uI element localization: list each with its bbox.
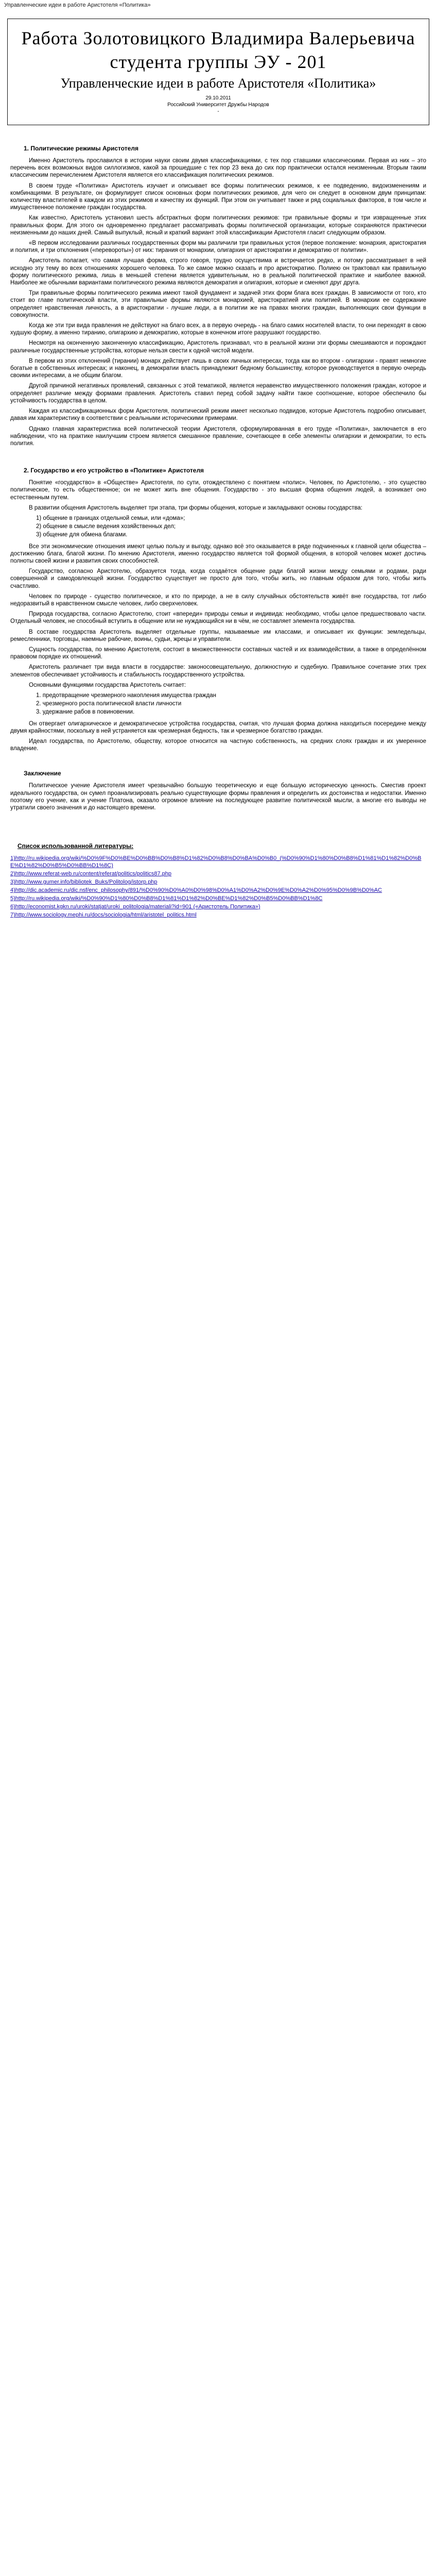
reference-item: [10, 878, 426, 886]
paragraph: Основными функциями государства Аристотель считает:: [29, 682, 186, 688]
paragraph: В первом из этих отклонений (тирании) монарх действует лишь в своих личных интересах, тогда как во втором - олигархии - правят немногие богатые в собственных интересах; и наконец, в демократии власть принадлежит бедному большинству, которое руководствуется в первую очередь своими интересами, а не общим благом.: [10, 358, 426, 379]
paragraph: Идеал государства, по Аристотелю, обществу, которое относится на частную собственность, на средних слоях граждан и их умеренное владение.: [10, 738, 426, 752]
paragraph: Аристотель полагает, что самая лучшая форма, строго говоря, трудно осуществима и встречается редко, и потому рассматривает в ней исходно эту тему во всех отношениях хорошего человека. То же самое можно сказать и про аристократию. Полиею он трактовал как правильную форму политического режима, лишь в меньшей степени является удивительным, но в реальной политической практике и наиболее важной. Наиболее же обычными вариантами политического режима являются демократия и олигархия, которые и сменяют друг друга.: [10, 258, 426, 286]
reference-item: [10, 911, 426, 919]
section-2-functions-list: [26, 692, 426, 716]
paragraph: Три правильные формы политического режима имеют такой фундамент и задачей этих форм блага всех граждан. В зависимости от того, кто стоит во главе политической власти, эти правильные формы являются монархией, аристократией или политией. В монархии ее содержание определяет нравственная личность, а в аристократии - лучшие люди, а в политии же на правах многих граждан, выполняющих свои функции в совокупности.: [10, 290, 426, 318]
references-list: [10, 855, 426, 919]
reference-link[interactable]: 2)http://www.referat-web.ru/content/referat/politics/politics87.php: [10, 871, 172, 877]
title-mark: -: [217, 109, 219, 114]
section-2-list: [26, 515, 426, 539]
paragraph: Он отвергает олигархическое и демократическое устройства государства, считая, что лучшая форма должна находиться посередине между двумя крайностями, поскольку в ней устраняется как чрезмерная бедность, так и чрезмерное богатство граждан.: [10, 720, 426, 734]
reference-item: [10, 870, 426, 877]
reference-link[interactable]: 5)http://ru.wikipedia.org/wiki/%D0%90%D1%80%D0%B8%D1%81%D1%82%D0%BE%D1%82%D0%B5%D0%BB%D1%8C: [10, 895, 323, 902]
conclusion-heading: Заключение: [24, 770, 61, 777]
title-block: [7, 19, 429, 125]
reference-link[interactable]: 3)http://www.gumer.info/bibliotek_Buks/Politolog/istorp.php: [10, 879, 158, 886]
paragraph: Природа государства, согласно Аристотелю, стоит «впереди» природы семьи и индивида: необходимо, чтобы целое предшествовало части. Отдельный человек, не способный вступить в общение или не нуждающийся ни в чём, не составляет элемента государства.: [10, 611, 426, 625]
university-name: Российский Университет Дружбы Народов: [167, 102, 269, 108]
list-item: 2) общение в смысле ведения хозяйственных дел;: [36, 523, 176, 530]
paragraph: В развитии общения Аристотель выделяет три этапа, три формы общения, которые и закладывают основы государства:: [29, 504, 362, 511]
reference-item: [10, 887, 426, 894]
paragraph: Человек по природе - существо политическое, и кто по природе, а не в силу случайных обстоятельств живёт вне государства, тот либо недоразвитый в нравственном смысле человек, либо сверхчеловек.: [10, 593, 426, 607]
reference-item: [10, 895, 426, 902]
conclusion-body: [10, 782, 426, 811]
paragraph: Понятие «государство» в «Обществе» Аристотеля, по сути, отождествлено с понятием «полис». Человек, по Аристотелю, - это существо политическое, то есть общественное; он не может жить вне общения. Государство - это высшая форма общения людей, а возникает оно естественным путем.: [10, 480, 426, 501]
list-item: 2. чрезмерного роста политической власти личности: [36, 701, 182, 707]
browser-title: Управленческие идеи в работе Аристотеля «Политика»: [4, 2, 151, 8]
paragraph: Все эти экономические отношения имеют целью пользу и выгоду, однако всё это оказывается в ряде подчиненных к главной цели общества – достижению блага, благой жизни. По мнению Аристотеля, именно государство является той формой общения, в которой человек может достичь полноты своей жизни и развития своих способностей.: [10, 543, 426, 564]
document-date: 29.10.2011: [205, 95, 231, 101]
reference-item: [10, 855, 426, 869]
document-content: [7, 145, 429, 919]
list-item: 1) общение в границах отдельной семьи, или «дома»;: [36, 515, 185, 521]
section-1-body: [10, 157, 426, 447]
paragraph: Государство, согласно Аристотелю, образуется тогда, когда создаётся общение ради благой жизни между семьями и родами, ради совершенной и самодовлеющей жизни. Государство существует не просто для того, чтобы жить, но главным образом для того, чтобы жить счастливо.: [10, 568, 426, 589]
paragraph: «В первом исследовании различных государственных форм мы различили три правильных устоя (первое положение: монархия, аристократия и полития, и три отклонения («перевороты») от них: тирания от монархии, олигархия от аристократии и демократию от политии».: [10, 240, 426, 254]
paragraph: Политическое учение Аристотеля имеет чрезвычайно большую теоретическую и еще большую историческую ценность. Сместив проект идеального государства, он сумел проанализировать реально существующие формы правления и определить их достоинства и недостатки. Именно поэтому его учение, как и учение Платона, оказало огромное влияние на последующее развитие политической мысли, а многие его выводы не утратили своего значения и до настоящего времени.: [10, 783, 426, 811]
references-title: Список использованной литературы:: [18, 842, 134, 850]
document-title: Работа Золотовицкого Владимира Валерьевича студента группы ЭУ - 201: [21, 28, 415, 72]
paragraph: Другой причиной негативных проявлений, связанных с этой тематикой, является неравенство имущественного положения граждан, которое и определяет различие между формами правления. Аристотель ставил перед собой задачу найти такое соотношение, которое обеспечило бы устойчивость государства в целом.: [10, 383, 426, 404]
paragraph: Однако главная характеристика всей политической теории Аристотеля, сформулированная в его труде «Политика», заключается в его наблюдении, что на практике наилучшим строем является смешанное правление, сочетающее в себе элементы олигархии и демократии, то есть полития.: [10, 426, 426, 447]
section-heading-2: 2. Государство и его устройство в «Политике» Аристотеля: [24, 467, 204, 474]
section-2-body-final: [10, 720, 426, 753]
list-item: 1. предотвращение чрезмерного накопления имущества граждан: [36, 692, 216, 699]
paragraph: Несмотря на оконченную законченную классификацию, Аристотель признавал, что в реальной жизни эти формы смешиваются и порождают различные государственные устройства, которые нельзя свести к одной чистой модели.: [10, 340, 426, 354]
list-item: 3) общение для обмена благами.: [36, 532, 128, 538]
reference-link[interactable]: 1)http://ru.wikipedia.org/wiki/%D0%9F%D0%BE%D0%BB%D0%B8%D1%82%D0%B8%D0%BA%D0%B0_(%D0%90%D1%80%D0%B8%D1%81%D1%82%D0%BE%D1%82%D0%B5%D0%BB%D1%8C): [10, 855, 422, 869]
section-2-body-continued: [10, 543, 426, 689]
paragraph: В составе государства Аристотель выделяет отдельные группы, называемые им классами, и описывает их функции: земледельцы, ремесленники, торговцы, наемные рабочие, воины, судьи, жрецы и управители.: [10, 629, 426, 642]
document-page: [7, 13, 429, 920]
section-heading-1: 1. Политические режимы Аристотеля: [24, 145, 138, 152]
paragraph: Аристотель различает три вида власти в государстве: законосовещательную, должностную и судебную. Правильное сочетание этих трех элементов обеспечивает устойчивость и стабильность государственного устройства.: [10, 664, 426, 678]
reference-link[interactable]: 6)http://economist.kgkn.ru/uroki/statjat/uroki_politologia/materiali?id=901 («Аристотель Политика»): [10, 904, 260, 910]
paragraph: Когда же эти три вида правления не действуют на благо всех, а в первую очередь - на благо самих носителей власти, то они переходят в свою худшую форму, а именно тиранию, олигархию и демократию, которые в конечном итоге разрушают государство.: [10, 323, 426, 336]
list-item: 3. удержание рабов в повиновении.: [36, 709, 135, 716]
reference-link[interactable]: 7)http://www.sociology.mephi.ru/docs/sociologia/html/aristotel_politics.html: [10, 912, 197, 919]
reference-link[interactable]: 4)http://dic.academic.ru/dic.nsf/enc_philosophy/891/%D0%90%D0%A0%D0%98%D0%A1%D0%A2%D0%9E%D0%A2%D0%95%D0%9B%D0%AC: [10, 887, 382, 894]
paragraph: Сущность государства, по мнению Аристотеля, состоит в множественности составных частей и их взаимодействии, а также в определённом правовом порядке их отношений.: [10, 646, 426, 660]
paragraph: В своем труде «Политика» Аристотель изучает и описывает все формы политических режимов, к ее подведению, видоизменениям и комбинациями. В результате, он формулирует список основных форм политических режимов, для чего он следует в основном двум принципам: количеству властителей в каждом из этих режимов и качеству их функций. При этом он учитывает также и ряд социальных факторов, в том числе и имущественное положение граждан государства.: [10, 182, 426, 211]
paragraph: Как известно, Аристотель установил шесть абстрактных форм политических режимов: три правильные формы и три извращенные этих правильных форм. Для этого он одновременно предлагает рассматривать формы политической организации, которые сохраняются практически неизменными до наших дней. Самый выпуклый, ясный и краткий вариант этой классификации Аристотеля гласит следующим образом.: [10, 215, 426, 236]
section-2-body: [10, 479, 426, 512]
paragraph: Каждая из классификационных форм Аристотеля, политический режим имеет несколько подвидов, которые Аристотель подробно описывает, давая им характеристику в соответствии с реальными историческими примерами.: [10, 408, 426, 422]
reference-item: [10, 903, 426, 910]
document-subtitle: Управленческие идеи в работе Аристотеля «Политика»: [60, 76, 376, 91]
paragraph: Именно Аристотель прославился в истории науки своим двумя классификациями, с тех пор ставшими классическими. Первая из них – это перечень всех возможных видов силлогизмов, какой за прошедшие с тех пор 23 века до сих пор практически остался неизменным. Вторым таким классическим перечислением Аристотеля является его классификация политических режимов.: [10, 158, 426, 179]
